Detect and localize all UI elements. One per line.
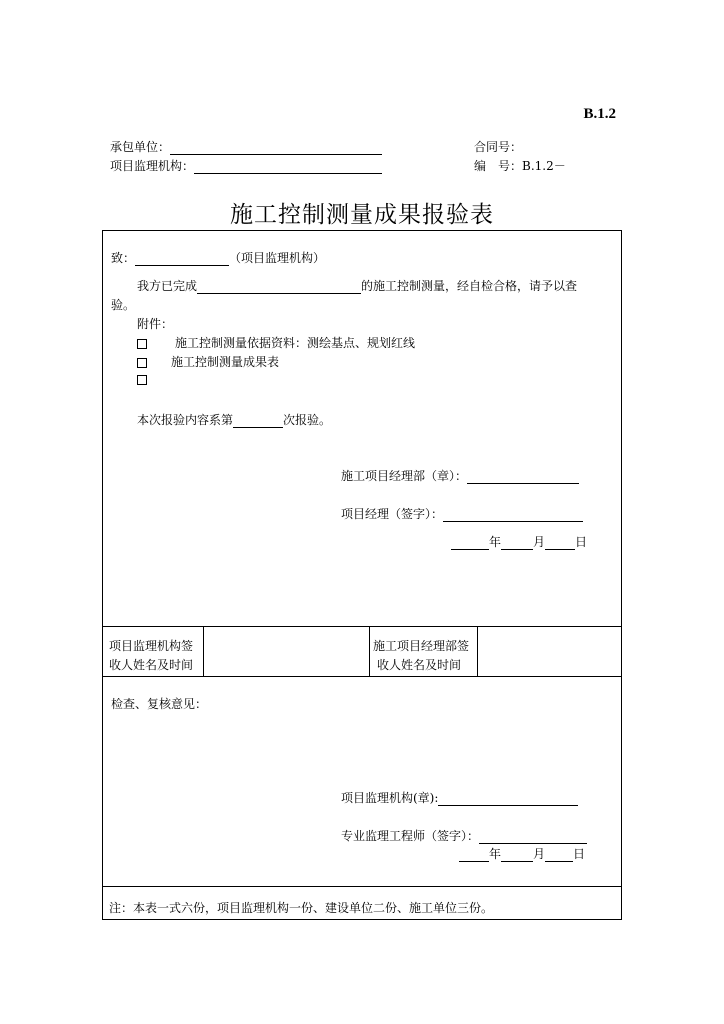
org-seal-input-line[interactable] <box>438 795 578 806</box>
supervision-input-line[interactable] <box>194 161 382 174</box>
dept-label: 施工项目经理部（章）： <box>341 469 468 483</box>
body-prefix: 我方已完成 <box>137 279 198 293</box>
supervision-sign-label-1: 项目监理机构签 <box>109 639 194 653</box>
number-label: 编 号： <box>474 159 523 173</box>
month-input-line[interactable] <box>501 539 533 550</box>
to-label: 致： <box>111 251 136 265</box>
engineer-sign-input-line[interactable] <box>479 833 587 844</box>
body-line-2: 验。 <box>111 298 136 312</box>
dept-sign-label-2: 收人姓名及时间 <box>377 658 462 672</box>
manager-label: 项目经理（签字）： <box>341 507 444 521</box>
body-suffix: 的施工控制测量，经自检合格，请予以查 <box>361 279 578 293</box>
body-line-1 <box>137 277 577 294</box>
month-label: 月 <box>533 847 546 861</box>
year-input-line[interactable] <box>451 539 489 550</box>
page-title: 施工控制测量成果报验表 <box>230 202 494 228</box>
attachment-label: 施工控制测量成果表 <box>171 355 280 369</box>
manager-sign-input-line[interactable] <box>443 511 583 522</box>
contractor-label: 承包单位： <box>110 140 171 154</box>
year-input-line[interactable] <box>459 851 489 862</box>
day-label: 日 <box>575 535 588 549</box>
footnote: 注：本表一式六份，项目监理机构一份、建设单位二份、施工单位三份。 <box>109 901 494 915</box>
divider-sign-bottom <box>103 676 621 677</box>
report-count-line <box>137 411 331 428</box>
divider-v1 <box>203 626 204 676</box>
divider-v3 <box>477 626 478 676</box>
year-label: 年 <box>489 847 502 861</box>
to-input-line[interactable] <box>135 255 229 266</box>
number-value: B.1.2－ <box>522 159 566 173</box>
org-seal-line <box>341 789 578 806</box>
checkbox[interactable] <box>137 375 147 385</box>
number-field <box>474 157 566 174</box>
attachment-item <box>137 372 147 386</box>
month-label: 月 <box>533 535 546 549</box>
to-line <box>111 249 325 266</box>
work-input-line[interactable] <box>197 283 361 294</box>
checkbox[interactable] <box>137 358 147 368</box>
dept-sign-label-1: 施工项目经理部签 <box>373 639 470 653</box>
attachments-label: 附件： <box>137 317 174 331</box>
day-label: 日 <box>573 847 586 861</box>
manager-sign-line <box>341 505 583 522</box>
month-input-line[interactable] <box>501 851 533 862</box>
date-line-2 <box>459 845 585 862</box>
checkbox[interactable] <box>137 339 147 349</box>
to-suffix: （项目监理机构） <box>229 251 326 265</box>
divider-note <box>103 886 621 887</box>
engineer-sign-line <box>341 827 587 844</box>
attachment-label: 施工控制测量依据资料：测绘基点、规划红线 <box>175 336 416 350</box>
dept-seal-input-line[interactable] <box>467 473 579 484</box>
form-code: B.1.2 <box>583 106 616 122</box>
attachment-item <box>137 353 279 370</box>
dept-seal-line <box>341 467 579 484</box>
contractor-input-line[interactable] <box>170 142 382 155</box>
supervision-label: 项目监理机构： <box>110 159 195 173</box>
supervision-sign-label-2: 收人姓名及时间 <box>109 658 194 672</box>
org-label: 项目监理机构(章): <box>341 791 439 805</box>
contract-no-label: 合同号： <box>474 140 523 154</box>
day-input-line[interactable] <box>545 851 573 862</box>
contractor-field <box>110 138 382 155</box>
report-count-input-line[interactable] <box>233 417 283 428</box>
day-input-line[interactable] <box>545 539 575 550</box>
engineer-label: 专业监理工程师（签字）： <box>341 829 480 843</box>
date-line-1 <box>451 533 587 550</box>
form-table <box>102 230 622 920</box>
report-suffix: 次报验。 <box>283 413 332 427</box>
divider-sign-top <box>103 626 621 627</box>
opinion-label: 检查、复核意见： <box>111 697 208 711</box>
supervision-field <box>110 157 382 174</box>
year-label: 年 <box>489 535 502 549</box>
attachment-item <box>137 334 415 351</box>
report-prefix: 本次报验内容系第 <box>137 413 234 427</box>
divider-v2 <box>369 626 370 676</box>
